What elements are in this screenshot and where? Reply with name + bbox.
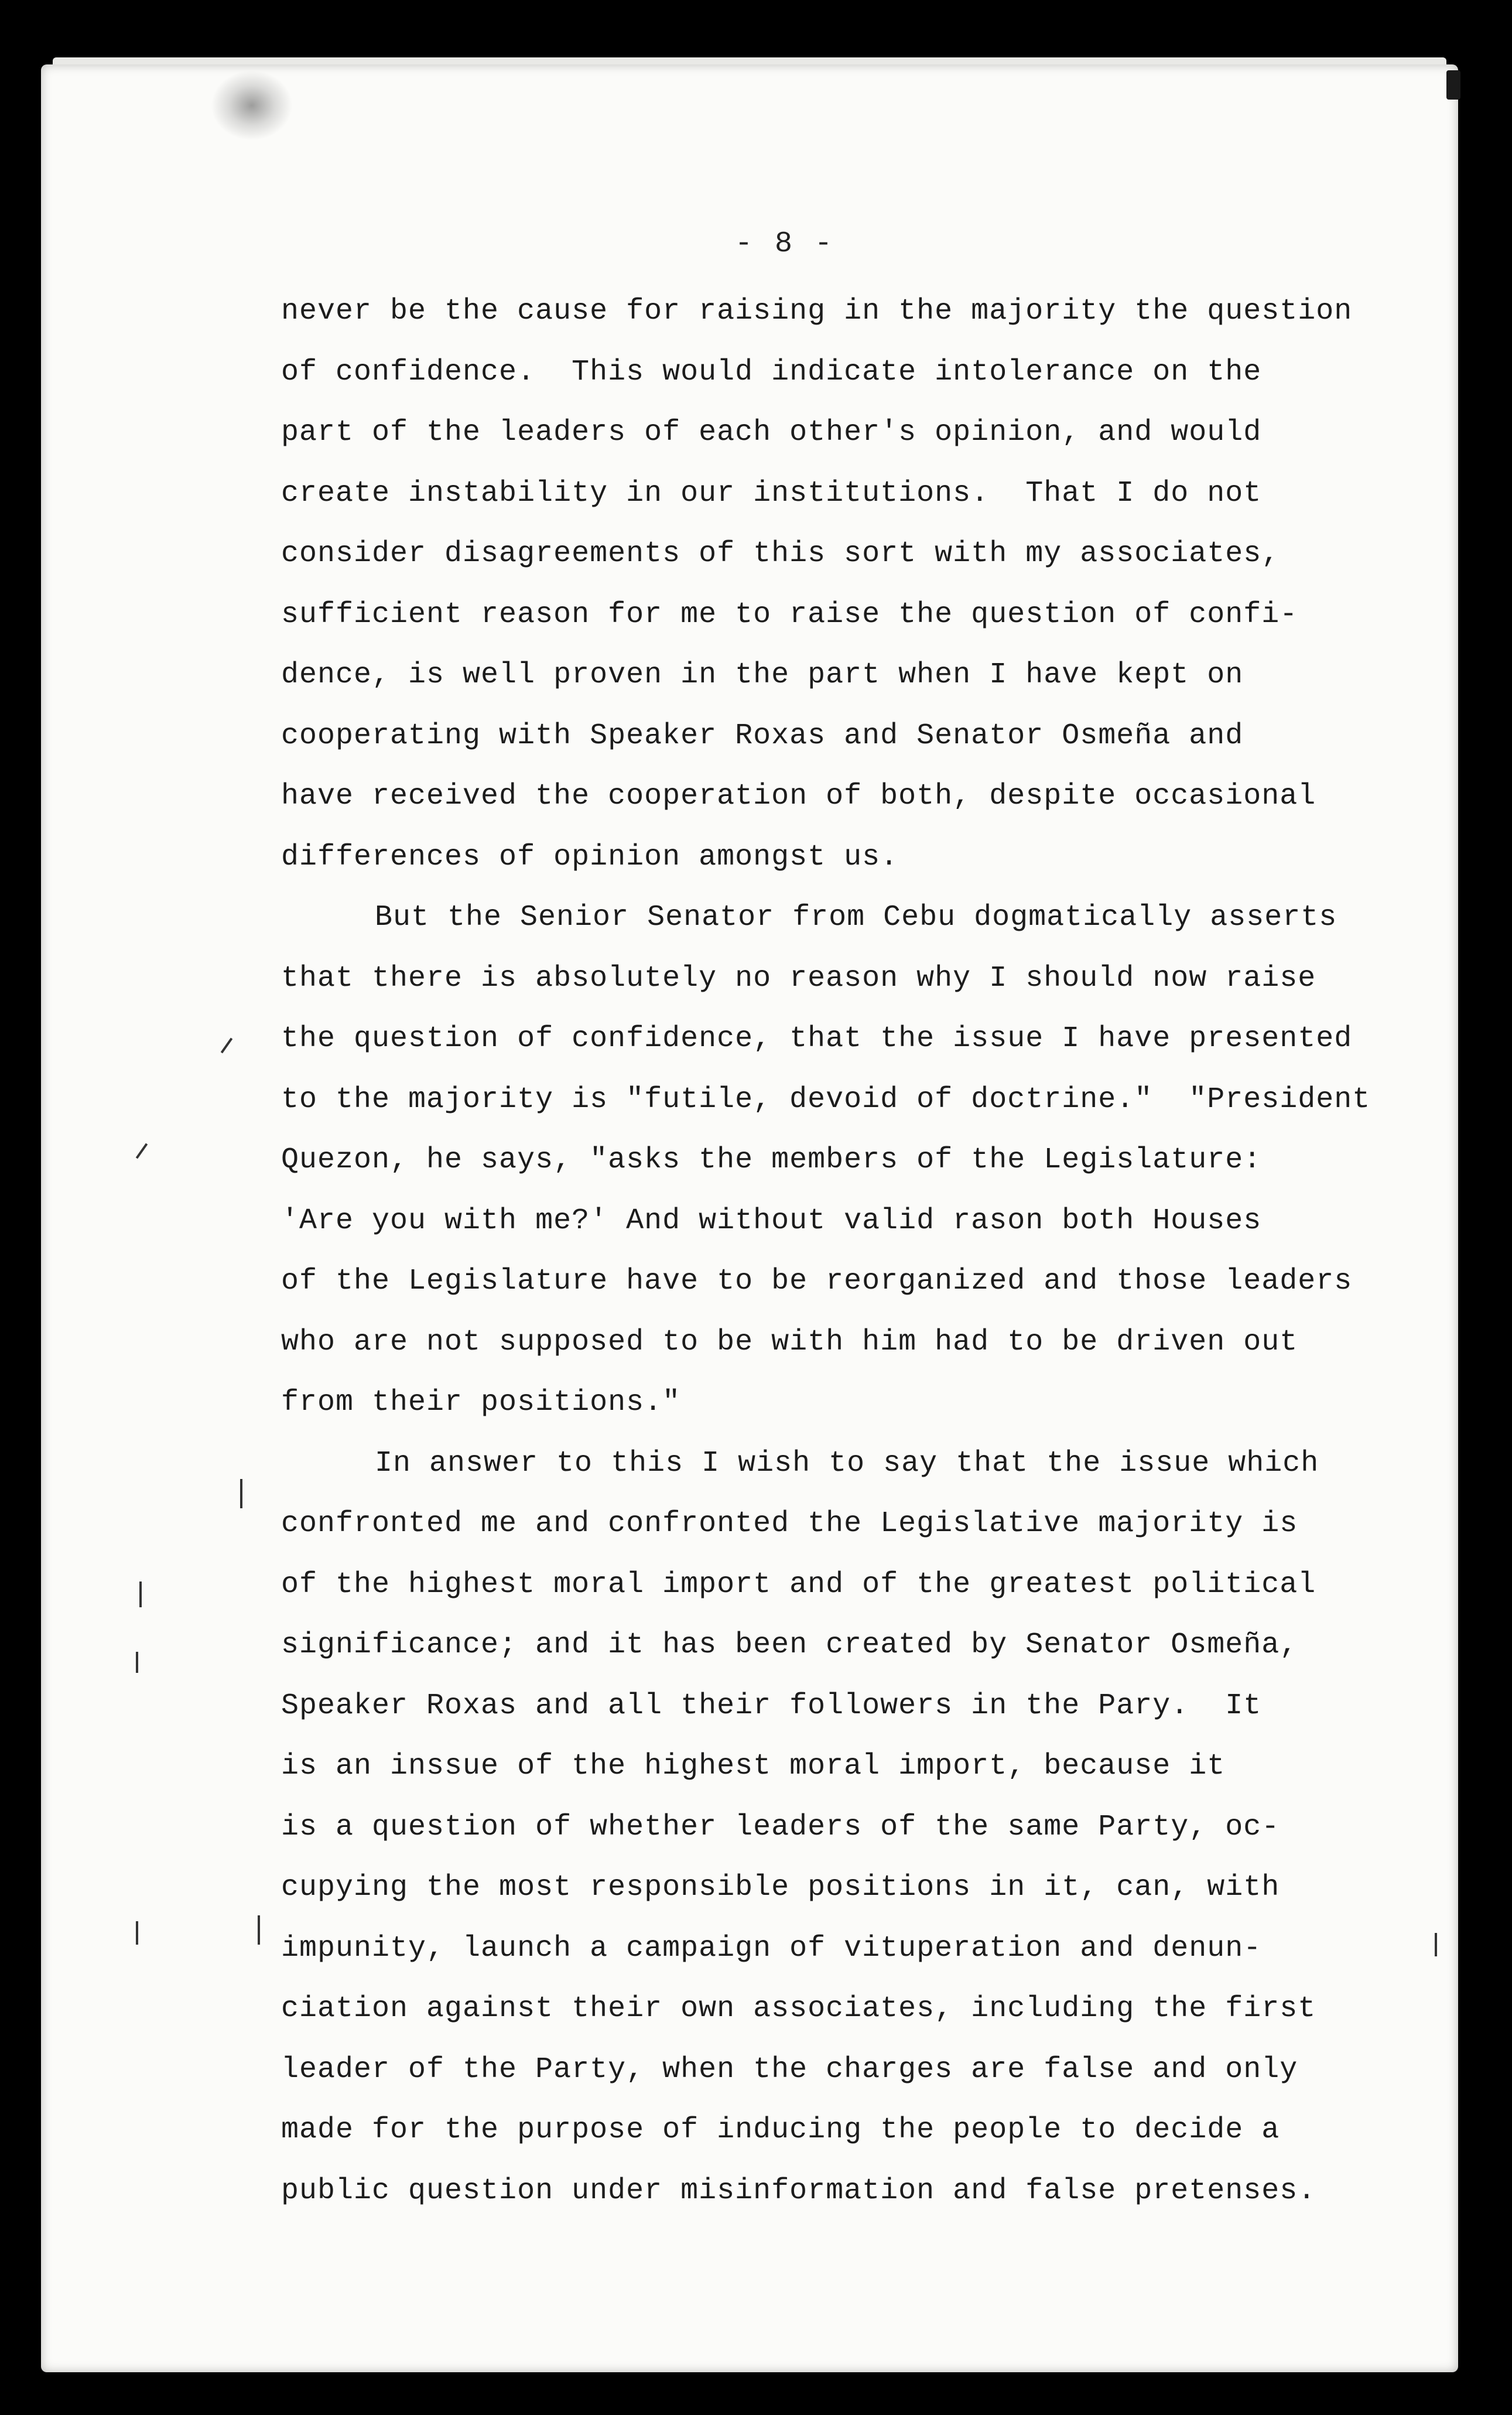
text-line: cupying the most responsible positions in it, can, with: [281, 1871, 1280, 1904]
text-line: that there is absolutely no reason why I should now raise: [281, 961, 1316, 995]
text-line: is a question of whether leaders of the same Party, oc-: [281, 1810, 1280, 1844]
text-line: have received the cooperation of both, despite occasional: [281, 780, 1316, 813]
text-line: Speaker Roxas and all their followers in the Pary. It: [281, 1689, 1262, 1723]
text-line: public question under misinformation and false pretenses.: [281, 2174, 1316, 2208]
text-line: create instability in our institutions. That I do not: [281, 476, 1262, 510]
text-line: the question of confidence, that the issue I have presented: [281, 1022, 1353, 1056]
text-line: of the highest moral import and of the greatest political: [281, 1567, 1316, 1601]
text-line: of the Legislature have to be reorganized and those leaders: [281, 1265, 1353, 1298]
stray-mark: [1435, 1933, 1437, 1956]
text-line: 'Are you with me?' And without valid rason both Houses: [281, 1204, 1262, 1238]
text-line: part of the leaders of each other's opinion, and would: [281, 416, 1262, 449]
text-line: confronted me and confronted the Legislative majority is: [281, 1507, 1298, 1540]
body-text: [281, 281, 1429, 2221]
stray-mark: [139, 1581, 142, 1607]
text-line: of confidence. This would indicate intolerance on the: [281, 355, 1262, 389]
ink-smudge: [211, 70, 293, 141]
text-line: cooperating with Speaker Roxas and Senator Osmeña and: [281, 719, 1244, 753]
text-line: made for the purpose of inducing the people to decide a: [281, 2113, 1280, 2147]
text-line: ciation against their own associates, including the first: [281, 1992, 1316, 2025]
text-line: sufficient reason for me to raise the question of confi-: [281, 597, 1298, 631]
corner-mark: [1446, 70, 1460, 100]
text-line: Quezon, he says, "asks the members of the Legislature:: [281, 1143, 1262, 1177]
text-line: is an inssue of the highest moral import, because it: [281, 1750, 1226, 1783]
stray-mark: [240, 1479, 242, 1508]
stray-mark: [258, 1915, 260, 1945]
text-line: dence, is well proven in the part when I have kept on: [281, 658, 1244, 692]
stray-mark: [136, 1652, 138, 1673]
text-line: differences of opinion amongst us.: [281, 840, 899, 874]
text-line: In answer to this I wish to say that the issue which: [375, 1446, 1319, 1480]
text-line: never be the cause for raising in the majority the question: [281, 295, 1353, 328]
stray-mark: [136, 1921, 138, 1945]
page-number: - 8 -: [734, 227, 835, 261]
text-line: leader of the Party, when the charges are false and only: [281, 2052, 1298, 2086]
text-line: to the majority is "futile, devoid of doctrine." "President: [281, 1082, 1371, 1116]
text-line: from their positions.": [281, 1386, 681, 1419]
text-line: significance; and it has been created by Senator Osmeña,: [281, 1628, 1298, 1662]
text-line: who are not supposed to be with him had to be driven out: [281, 1325, 1298, 1359]
text-line: consider disagreements of this sort with my associates,: [281, 537, 1280, 571]
text-line: But the Senior Senator from Cebu dogmatically asserts: [375, 901, 1337, 934]
text-line: impunity, launch a campaign of vituperation and denun-: [281, 1931, 1262, 1965]
